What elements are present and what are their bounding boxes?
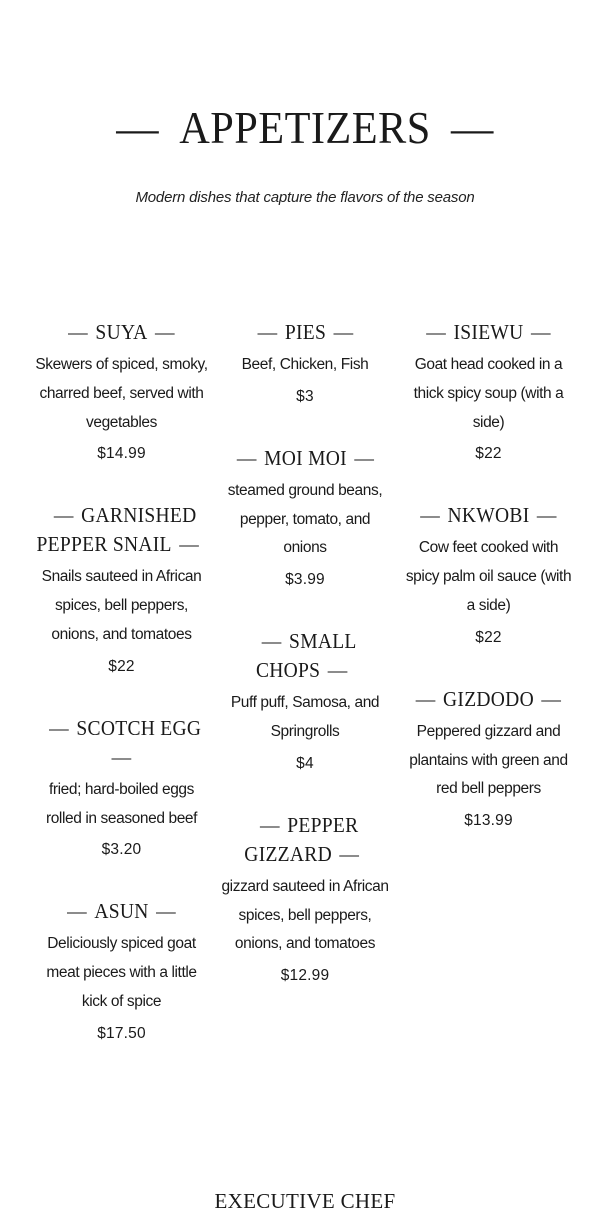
- menu-item-description: gizzard sauteed in African spices, bell peppers, onions, and tomatoes: [221, 877, 389, 953]
- item-dash-left: —: [67, 899, 87, 924]
- menu-item-description: Deliciously spiced goat meat pieces with a little kick of spice: [46, 935, 197, 1010]
- menu-item-description: Cow feet cooked with spicy palm oil sauce (with a side): [405, 539, 572, 614]
- executive-chef-label: EXECUTIVE CHEF: [214, 1189, 396, 1213]
- item-dash-right: —: [541, 686, 562, 711]
- menu-item-name: [36, 714, 206, 772]
- menu-item-description: fried; hard-boiled eggs rolled in seasoned beef: [45, 780, 198, 827]
- menu-item-price: $14.99: [97, 445, 146, 463]
- menu-item-name: [36, 318, 206, 347]
- menu-item-description: Skewers of spiced, smoky, charred beef, served with vegetables: [35, 356, 208, 431]
- item-dash-left: —: [261, 629, 282, 654]
- menu-item-description: Peppered gizzard and plantains with green and red bell peppers: [409, 722, 568, 798]
- menu-item-name: [403, 501, 573, 530]
- menu-item-title: ISIEWU: [453, 320, 524, 344]
- menu-item-name: [36, 501, 206, 559]
- menu-item-name: [220, 811, 390, 869]
- item-dash-right: —: [327, 658, 348, 683]
- item-dash-left: —: [49, 715, 69, 740]
- menu-item-title: NKWOBI: [447, 503, 530, 528]
- menu-item-price: $3.20: [101, 841, 142, 859]
- item-dash-right: —: [338, 841, 359, 866]
- menu-item-title: SMALL CHOPS: [255, 629, 357, 683]
- menu-header: [0, 100, 610, 206]
- menu-item-title: SUYA: [95, 320, 148, 344]
- menu-item-price: $22: [475, 628, 502, 646]
- menu-item-name: [403, 318, 573, 347]
- menu-item: [30, 714, 213, 860]
- page-title: [24, 100, 585, 156]
- menu-item-price: $22: [108, 657, 135, 675]
- menu-item: [214, 444, 397, 589]
- menu-item: [397, 501, 580, 646]
- menu-item-name: [220, 627, 390, 685]
- item-dash-right: —: [156, 899, 176, 924]
- menu-item-description: Snails sauteed in African spices, bell peppers, onions, and tomatoes: [41, 568, 202, 643]
- menu-item-price: $13.99: [464, 812, 513, 830]
- menu-item: [397, 685, 580, 830]
- menu-item-title: MOI MOI: [263, 445, 347, 470]
- item-dash-right: —: [111, 744, 132, 769]
- item-dash-left: —: [259, 812, 280, 837]
- menu-item: [30, 897, 213, 1042]
- menu-item-price: $17.50: [97, 1024, 146, 1042]
- menu-item: [214, 811, 397, 985]
- menu-item-price: $22: [475, 445, 502, 463]
- menu-item-title: GARNISHED PEPPER SNAIL: [36, 503, 197, 557]
- menu-columns: [30, 318, 580, 1081]
- menu-item-price: $12.99: [280, 967, 330, 985]
- menu-item-description: Puff puff, Samosa, and Springrolls: [230, 694, 380, 740]
- title-text: APPETIZERS: [179, 102, 431, 153]
- item-dash-left: —: [53, 503, 74, 528]
- menu-item-description: Goat head cooked in a thick spicy soup (with a side): [413, 356, 564, 431]
- menu-item-name: [36, 897, 206, 926]
- title-dash-left: —: [116, 102, 160, 153]
- menu-column-right: [397, 318, 580, 1081]
- menu-item-title: GIZDODO: [443, 686, 534, 711]
- menu-item-name: [220, 444, 390, 473]
- item-dash-right: —: [155, 320, 175, 344]
- item-dash-left: —: [257, 320, 277, 344]
- menu-item-name: [403, 685, 573, 714]
- menu-item: [214, 318, 397, 406]
- title-dash-right: —: [450, 102, 494, 153]
- item-dash-left: —: [68, 320, 88, 344]
- menu-item-name: [220, 318, 390, 347]
- menu-item-title: PIES: [284, 320, 326, 344]
- menu-item-title: PEPPER GIZZARD: [243, 812, 358, 866]
- menu-item-price: $3: [296, 387, 314, 405]
- menu-item-description: steamed ground beans, pepper, tomato, and onions: [227, 481, 383, 557]
- item-dash-right: —: [333, 320, 353, 344]
- menu-item-price: $4: [296, 754, 314, 772]
- menu-column-left: [30, 318, 213, 1081]
- item-dash-left: —: [415, 686, 436, 711]
- item-dash-right: —: [353, 445, 374, 470]
- menu-item-price: $3.99: [285, 571, 325, 589]
- menu-item-title: ASUN: [94, 899, 149, 924]
- menu-item: [397, 318, 580, 463]
- menu-item: [30, 318, 213, 463]
- item-dash-right: —: [179, 532, 200, 557]
- menu-column-center: [214, 318, 397, 1081]
- menu-item: [214, 627, 397, 773]
- item-dash-left: —: [236, 445, 257, 470]
- menu-item-title: SCOTCH EGG: [76, 715, 202, 740]
- menu-item: [30, 501, 213, 675]
- page-subtitle: Modern dishes that capture the flavors of the season: [135, 189, 475, 206]
- item-dash-left: —: [420, 503, 441, 528]
- item-dash-right: —: [530, 320, 551, 344]
- menu-item-description: Beef, Chicken, Fish: [241, 356, 369, 373]
- item-dash-right: —: [536, 503, 557, 528]
- item-dash-left: —: [426, 320, 447, 344]
